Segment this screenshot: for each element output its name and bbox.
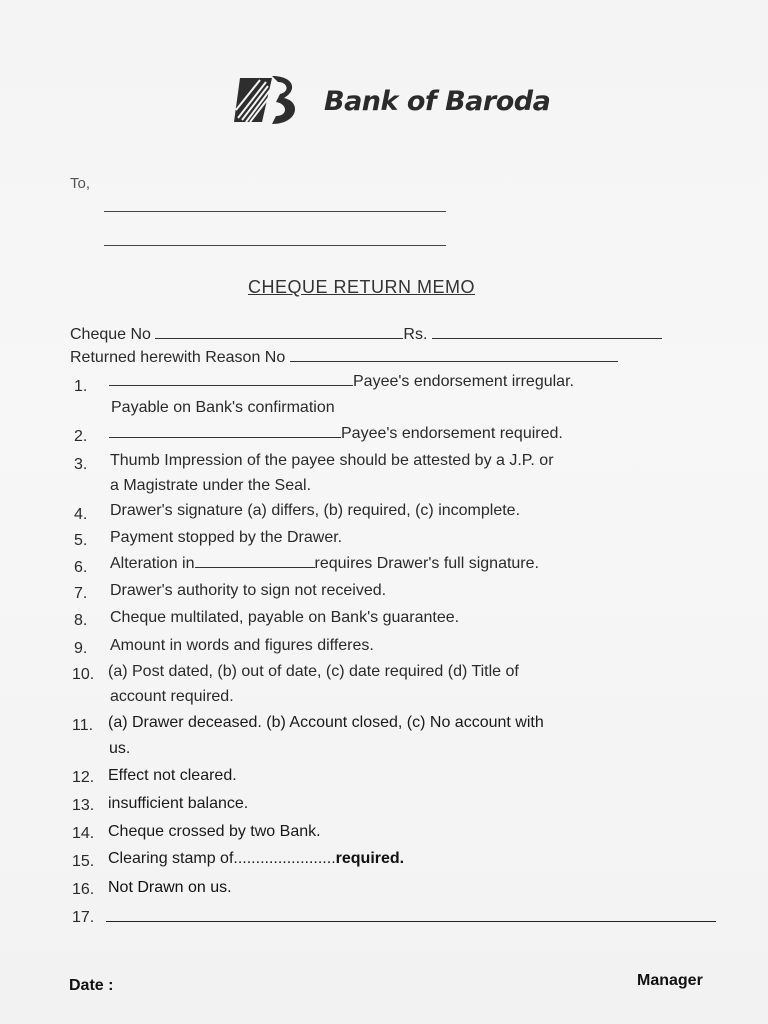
reason-1-text-2: Payable on Bank's confirmation <box>111 399 335 416</box>
reason-number: 5. <box>74 532 88 549</box>
to-label: To, <box>70 175 91 192</box>
reason-2-text: Payee's endorsement required. <box>341 425 563 442</box>
reason-2 <box>109 425 563 443</box>
reason-12-text: Effect not cleared. <box>108 767 237 784</box>
bank-name: Bank of Baroda <box>324 86 551 117</box>
cheque-no-label: Cheque No <box>70 326 151 343</box>
reason-13-text: insufficient balance. <box>108 795 249 812</box>
reason-6 <box>110 555 539 573</box>
reason-number: 2. <box>74 428 88 445</box>
reason-number: 4. <box>74 506 88 523</box>
reason-number: 8. <box>74 612 88 629</box>
reason-number: 6. <box>74 559 88 576</box>
returned-reason-label: Returned herewith Reason No <box>70 349 286 366</box>
reason-number: 13. <box>72 797 95 814</box>
bank-of-baroda-b-logo-icon <box>232 70 312 130</box>
reason-7-text: Drawer's authority to sign not received. <box>110 582 387 599</box>
reason-15-dots[interactable]: ....................... <box>233 850 336 867</box>
reason-number: 16. <box>72 881 95 898</box>
reason-number: 11. <box>72 717 94 734</box>
reason-10-text-2: account required. <box>110 688 234 705</box>
reason-number: 1. <box>74 378 88 395</box>
reason-number: 15. <box>72 853 95 870</box>
reason-number: 17. <box>72 909 95 926</box>
date-label: Date : <box>69 977 114 994</box>
reason-no-blank[interactable] <box>290 349 618 362</box>
reason-1 <box>109 373 574 391</box>
reason-17-blank[interactable] <box>106 921 716 922</box>
reason-6-blank[interactable] <box>195 555 315 568</box>
reason-15-text-b: required. <box>335 850 405 867</box>
bank-logo <box>232 70 562 130</box>
reason-number: 7. <box>74 585 88 602</box>
reason-11-text: (a) Drawer deceased. (b) Account closed, (c) No account with <box>108 714 544 731</box>
reason-number: 9. <box>74 640 88 657</box>
address-line-1[interactable] <box>104 211 446 212</box>
reason-4-text: Drawer's signature (a) differs, (b) required, (c) incomplete. <box>110 502 521 519</box>
address-line-2[interactable] <box>104 245 446 246</box>
memo-title: CHEQUE RETURN MEMO <box>248 277 476 297</box>
reason-9-text: Amount in words and figures differes. <box>110 637 374 654</box>
reason-number: 10. <box>72 666 95 683</box>
reason-16-text: Not Drawn on us. <box>108 879 232 896</box>
reason-number: 12. <box>72 769 95 786</box>
reason-1-blank[interactable] <box>109 373 353 386</box>
rs-label: Rs. <box>403 326 428 343</box>
reason-6-text-b: requires Drawer's full signature. <box>314 555 539 572</box>
rs-blank[interactable] <box>432 326 662 339</box>
reason-15-text-a: Clearing stamp of <box>108 850 234 867</box>
reason-15 <box>108 850 404 868</box>
reason-8-text: Cheque multilated, payable on Bank's guarantee. <box>110 609 460 626</box>
returned-reason-row <box>70 349 618 367</box>
reason-2-blank[interactable] <box>109 425 341 438</box>
reason-3-text: Thumb Impression of the payee should be attested by a J.P. or <box>110 452 554 469</box>
reason-3-text-2: a Magistrate under the Seal. <box>110 477 312 494</box>
manager-signature-label: Manager <box>637 972 703 989</box>
reason-1-text: Payee's endorsement irregular. <box>353 373 574 390</box>
cheque-no-row <box>70 326 662 344</box>
reason-number: 14. <box>72 825 95 842</box>
reason-10-text: (a) Post dated, (b) out of date, (c) date required (d) Title of <box>108 663 519 680</box>
reason-6-text-a: Alteration in <box>110 555 195 572</box>
reason-14-text: Cheque crossed by two Bank. <box>108 823 321 840</box>
reason-number: 3. <box>74 456 88 473</box>
reason-5-text: Payment stopped by the Drawer. <box>110 529 343 546</box>
reason-11-text-2: us. <box>109 740 131 757</box>
cheque-no-blank[interactable] <box>155 326 403 339</box>
